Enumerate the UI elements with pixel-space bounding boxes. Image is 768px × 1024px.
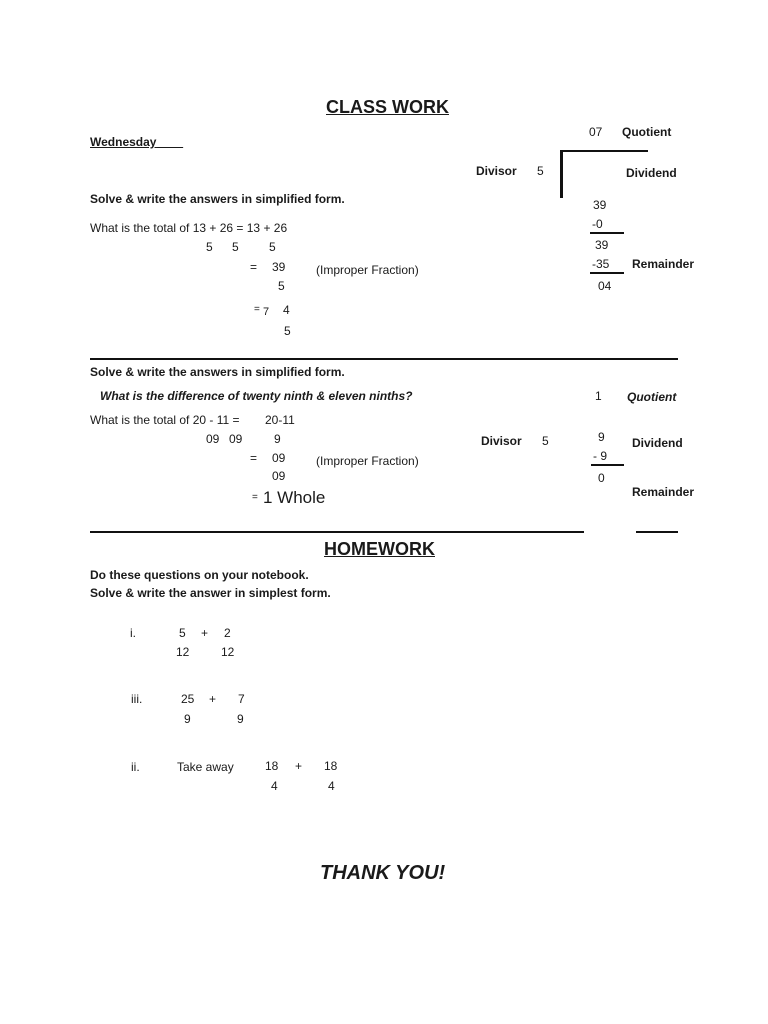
div2-quotient-label: Quotient [627, 390, 677, 404]
homework-line1: Do these questions on your notebook. [90, 568, 309, 582]
div1-bracket-side [560, 150, 563, 198]
q2-line1: What is the total of 20 - 11 = [90, 413, 240, 427]
q2-note: (Improper Fraction) [316, 454, 419, 468]
div2-remainder-label: Remainder [632, 485, 695, 499]
div2-dividend-label: Dividend [632, 436, 683, 450]
div1-remainder-label: Remainder [632, 257, 695, 271]
q2-expr-den: 9 [274, 432, 281, 446]
q1-mixed-num: 4 [283, 303, 290, 317]
classwork-title: CLASS WORK [326, 97, 449, 117]
div2-divisor-value: 5 [542, 434, 549, 448]
q1-den3: 5 [269, 240, 276, 254]
hw-item-2-op: + [209, 692, 217, 706]
div1-step-4: -35 [592, 257, 610, 271]
div1-divisor-value: 5 [537, 164, 544, 178]
div1-dividend-label: Dividend [626, 166, 677, 180]
hw-item-2-n2: 7 [238, 692, 245, 706]
hw-item-2-label: iii. [131, 692, 143, 706]
q1-whole: 7 [263, 306, 270, 318]
div1-quotient-value: 07 [589, 125, 603, 139]
instruction-1: Solve & write the answers in simplified form. [90, 192, 345, 206]
hw-item-1-n2: 2 [224, 626, 231, 640]
hw-item-3-d1: 4 [271, 779, 278, 793]
q2-den2: 09 [229, 432, 243, 446]
hw-item-1-label: i. [130, 626, 136, 640]
day-text: Wednesday [90, 135, 157, 149]
div2-step-1: 9 [598, 430, 605, 444]
div1-step-5: 04 [598, 279, 612, 293]
div1-quotient-label: Quotient [622, 125, 672, 139]
q1-den1: 5 [206, 240, 213, 254]
div1-step-1: 39 [593, 198, 607, 212]
q2-eq1: = [250, 451, 258, 465]
div1-sub-line-1 [590, 232, 624, 234]
hw-item-3-label: ii. [131, 760, 140, 774]
section-divider-1 [90, 358, 678, 360]
hw-item-1-d2: 12 [221, 645, 235, 659]
q2-result: 1 Whole [263, 488, 326, 507]
div2-quotient-value: 1 [595, 389, 602, 403]
hw-item-2-n1: 25 [181, 692, 195, 706]
q2-eq2: = [252, 492, 258, 503]
div1-step-2: -0 [592, 217, 603, 231]
q1-note: (Improper Fraction) [316, 263, 419, 277]
hw-item-1-d1: 12 [176, 645, 190, 659]
section-divider-2b [636, 531, 678, 533]
hw-item-3-n2: 18 [324, 759, 338, 773]
day-label [90, 136, 183, 148]
q1-eq2: = [254, 304, 260, 315]
q1-line1: What is the total of 13 + 26 = 13 + 26 [90, 221, 288, 235]
q2-question: What is the difference of twenty ninth & eleven ninths? [100, 389, 413, 403]
q1-den-result: 5 [278, 279, 285, 293]
hw-item-1-n1: 5 [179, 626, 186, 640]
div1-bracket-top [560, 150, 648, 152]
q2-den-result: 09 [272, 469, 286, 483]
homework-line2: Solve & write the answer in simplest form. [90, 586, 331, 600]
q2-den1: 09 [206, 432, 220, 446]
q2-expr: 20-11 [265, 413, 295, 427]
hw-item-3-prefix: Take away [177, 760, 234, 774]
q2-num: 09 [272, 451, 286, 465]
q1-mixed-den: 5 [284, 324, 291, 338]
div2-sub-line [591, 464, 624, 466]
section-divider-2a [90, 531, 584, 533]
homework-title: HOMEWORK [324, 539, 435, 559]
q1-den2: 5 [232, 240, 239, 254]
closing-text: THANK YOU! [320, 862, 446, 884]
q1-eq1: = [250, 260, 258, 274]
div2-step-2: - 9 [593, 449, 608, 463]
div2-divisor-label: Divisor [481, 434, 522, 448]
div1-step-3: 39 [595, 238, 609, 252]
div1-divisor-label: Divisor [476, 164, 517, 178]
hw-item-3-n1: 18 [265, 759, 279, 773]
hw-item-2-d1: 9 [184, 712, 191, 726]
hw-item-3-d2: 4 [328, 779, 335, 793]
instruction-2: Solve & write the answers in simplified form. [90, 365, 345, 379]
div1-sub-line-2 [590, 272, 624, 274]
div2-step-3: 0 [598, 471, 605, 485]
hw-item-2-d2: 9 [237, 712, 244, 726]
hw-item-3-op: + [295, 759, 303, 773]
hw-item-1-op: + [201, 626, 209, 640]
q1-num: 39 [272, 260, 286, 274]
